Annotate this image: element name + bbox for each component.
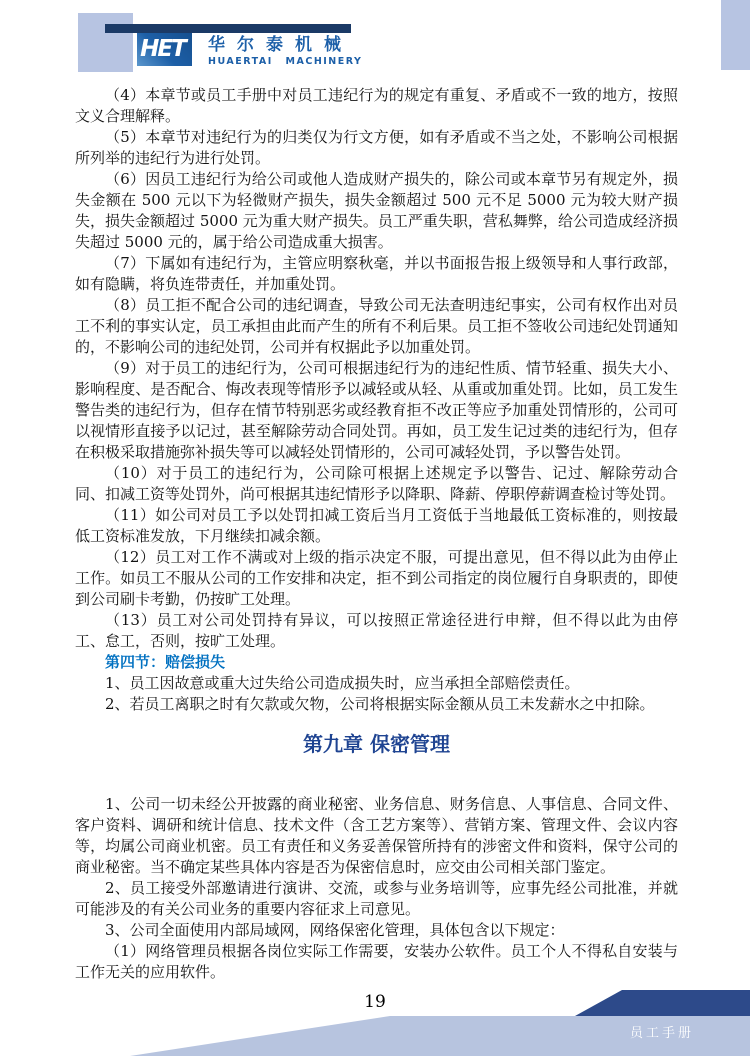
paragraph: （9）对于员工的违纪行为，公司可根据违纪行为的违纪性质、情节轻重、损失大小、影响程度、是否配合、悔改表现等情形予以减轻或从轻、从重或加重处罚。比如，员工发生警告类的违纪行为，但存在情节特别恶劣或经教育拒不改正等应予加重处罚情形的，公司可以视情形直接予以记过，甚至解除劳动合同处罚。再如，员工发生记过类的违纪行为，但存在积极采取措施弥补损失等可以减轻处罚情形的，公司可减轻处罚，予以警告处罚。 [75, 359, 678, 461]
paragraph: 1、公司一切未经公开披露的商业秘密、业务信息、财务信息、人事信息、合同文件、客户资料、调研和统计信息、技术文件（含工艺方案等）、营销方案、管理文件、会议内容等，均属公司商业机密。员工有责任和义务妥善保管所持有的涉密文件和资料，保守公司的商业秘密。当不确定某些具体内容是否为保密信息时，应交由公司相关部门鉴定。 [75, 795, 678, 876]
paragraph: （11）如公司对员工予以处罚扣减工资后当月工资低于当地最低工资标准的，则按最低工资标准发放，下月继续扣减余额。 [75, 506, 678, 545]
paragraph: 2、若员工离职之时有欠款或欠物，公司将根据实际金额从员工未发薪水之中扣除。 [105, 695, 655, 713]
discipline-paragraph-list [75, 85, 678, 652]
compensation-item-list [75, 673, 678, 715]
chapter-heading-confidentiality: 第九章 保密管理 [303, 732, 450, 756]
paragraph: 1、员工因故意或重大过失给公司造成损失时，应当承担全部赔偿责任。 [105, 674, 580, 692]
decorative-rect-left [78, 13, 133, 72]
paragraph: 3、公司全面使用内部局域网，网络保密化管理，具体包含以下规定： [105, 921, 565, 939]
paragraph: （4）本章节或员工手册中对员工违纪行为的规定有重复、矛盾或不一致的地方，按照文义合理解释。 [75, 86, 678, 125]
paragraph: （5）本章节对违纪行为的归类仅为行文方便，如有矛盾或不当之处，不影响公司根据所列举的违纪行为进行处罚。 [75, 128, 678, 167]
document-body [75, 85, 678, 983]
logo-acronym: HET [140, 36, 185, 62]
confidentiality-paragraph-list [75, 794, 678, 983]
page-number: 19 [364, 992, 386, 1012]
paragraph: （7）下属如有违纪行为，主管应明察秋毫，并以书面报告报上级领导和人事行政部，如有隐瞒，将负连带责任，并加重处罚。 [75, 254, 678, 293]
paragraph: （13）员工对公司处罚持有异议，可以按照正常途径进行申辩，但不得以此为由停工、怠工，否则，按旷工处理。 [75, 611, 678, 650]
handbook-footer-label: 员工手册 [629, 1026, 694, 1041]
paragraph: （8）员工拒不配合公司的违纪调查，导致公司无法查明违纪事实，公司有权作出对员工不利的事实认定，员工承担由此而产生的所有不利后果。员工拒不签收公司违纪处罚通知的，不影响公司的违纪处罚，公司并有权据此予以加重处罚。 [75, 296, 678, 356]
header-rule-bar [105, 24, 351, 33]
paragraph: （1）网络管理员根据各岗位实际工作需要，安装办公软件。员工个人不得私自安装与工作无关的应用软件。 [75, 942, 678, 981]
company-name-cn: 华尔泰机械 [208, 35, 353, 55]
paragraph: （10）对于员工的违纪行为，公司除可根据上述规定予以警告、记过、解除劳动合同、扣减工资等处罚外，尚可根据其违纪情形予以降职、降薪、停职停薪调查检讨等处罚。 [75, 464, 678, 503]
paragraph: （12）员工对工作不满或对上级的指示决定不服，可提出意见，但不得以此为由停止工作。如员工不服从公司的工作安排和决定，拒不到公司指定的岗位履行自身职责的，即使到公司刷卡考勤，仍按旷工处理。 [75, 548, 678, 608]
company-name-en: HUAERTAI MACHINERY [208, 56, 363, 67]
decorative-rect-right [721, 0, 750, 70]
paragraph: 2、员工接受外部邀请进行演讲、交流，或参与业务培训等，应事先经公司批准，并就可能涉及的有关公司业务的重要内容征求上司意见。 [75, 879, 678, 918]
paragraph: （6）因员工违纪行为给公司或他人造成财产损失的，除公司或本章节另有规定外，损失金额在 500 元以下为轻微财产损失，损失金额超过 500 元不足 5000 元为较大财产损失，损失金额超过 5000 元为重大财产损失。员工严重失职，营私舞弊，给公司造成经济损失超过 5000 元的，属于给公司造成重大损害。 [75, 170, 678, 251]
company-logo [137, 33, 192, 66]
section-heading-compensation: 第四节：赔偿损失 [105, 653, 226, 671]
